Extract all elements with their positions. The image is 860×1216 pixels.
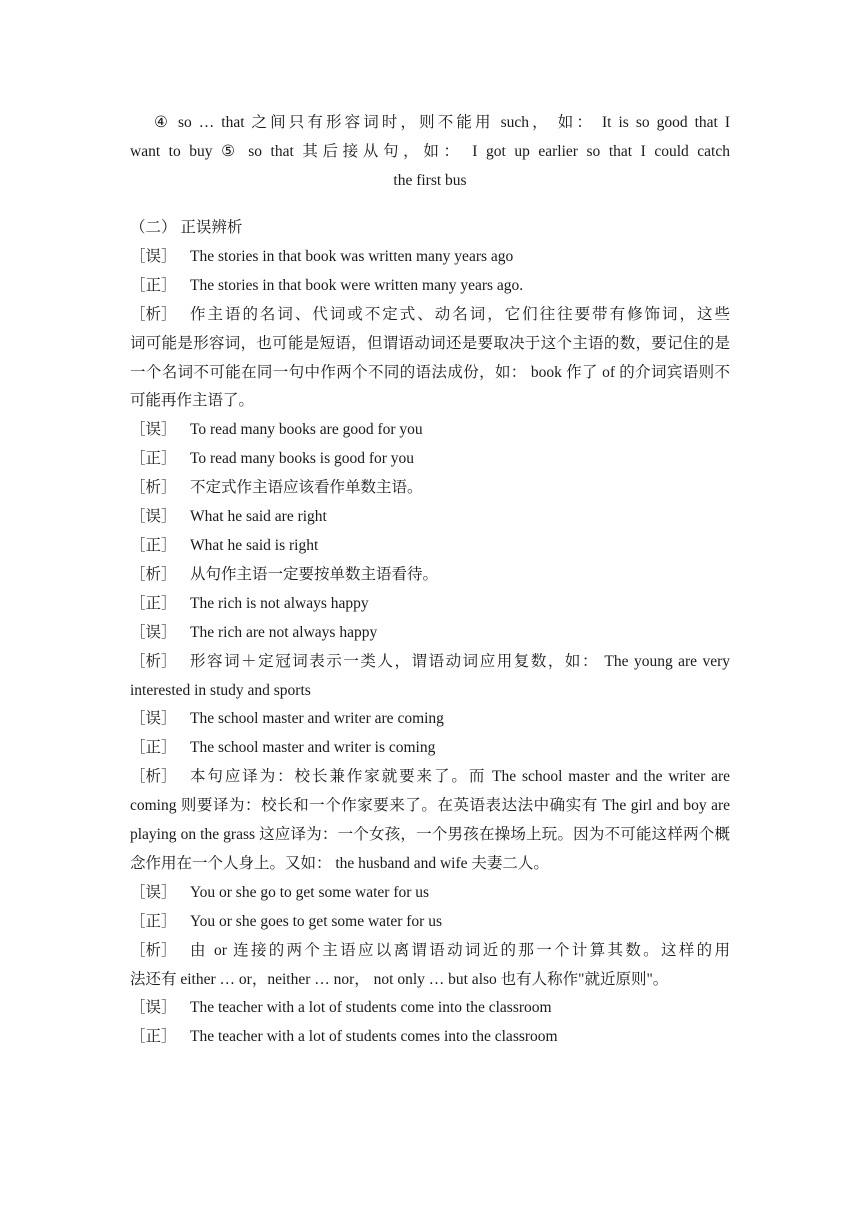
entry-row <box>130 561 730 590</box>
entry-text: What he said are right <box>190 508 327 526</box>
intro-line-1: ④ so … that 之间只有形容词时，则不能用 such， 如： It is so good that I <box>154 114 730 131</box>
entry-row <box>130 648 730 677</box>
entry-text: 从句作主语一定要按单数主语看待。 <box>190 565 439 583</box>
entry-tag: ［析］ <box>130 565 177 583</box>
entry-continuation: 词可能是形容词，也可能是短语，但谓语动词还是要取决于这个主语的数，要记住的是一个名词不可能在同一句中作两个不同的语法成份，如： book 作了 of 的介词宾语则不可能再作主语了。 <box>130 334 730 410</box>
entry-text: The rich are not always happy <box>190 623 378 641</box>
intro-notes <box>130 108 730 195</box>
entry-row <box>130 301 730 330</box>
entry-text: You or she go to get some water for us <box>190 883 430 901</box>
entry-text: The stories in that book was written many years ago <box>190 247 514 265</box>
entry-row <box>130 532 730 561</box>
entry-list <box>130 243 730 1052</box>
entry-text: 作主语的名词、代词或不定式、动名词，它们往往要带有修饰词，这些 <box>190 305 730 323</box>
entry-tag: ［误］ <box>130 247 177 265</box>
entry-tag: ［正］ <box>130 536 177 554</box>
entry-text: To read many books are good for you <box>190 421 423 439</box>
entry-tag: ［析］ <box>130 652 177 670</box>
entry-text: 本句应译为：校长兼作家就要来了。而 The school master and the writer are <box>190 768 730 786</box>
entry-row <box>130 908 730 937</box>
section-title: （二） 正误辨析 <box>130 219 243 236</box>
entry-row <box>130 763 730 792</box>
entry-continuation: interested in study and sports <box>130 681 311 699</box>
entry-tag: ［误］ <box>130 999 177 1017</box>
entry-tag: ［正］ <box>130 912 177 930</box>
entry-continuation: coming 则要译为：校长和一个作家要来了。在英语表达法中确实有 The girl and boy are playing on the grass 这应译为：一个女孩，一个男孩在操场上玩。因为不可能这样两个概念作用在一个人身上。又如： the husband and wife 夫妻二人。 <box>130 797 730 872</box>
entry-continuation: 法还有 either … or，neither … nor， not only … but also 也有人称作"就近原则"。 <box>130 970 669 988</box>
entry-row <box>130 272 730 301</box>
entry-tag: ［析］ <box>130 768 177 786</box>
entry-tag: ［误］ <box>130 508 177 526</box>
entry-text: To read many books is good for you <box>190 450 415 468</box>
entry-row <box>130 619 730 648</box>
entry-row <box>130 1023 730 1052</box>
entry-row <box>130 994 730 1023</box>
entry-tag: ［误］ <box>130 883 177 901</box>
entry-tag: ［误］ <box>130 710 177 728</box>
entry-row <box>130 937 730 966</box>
entry-tag: ［误］ <box>130 623 177 641</box>
entry-row <box>130 416 730 445</box>
entry-text: The rich is not always happy <box>190 594 369 612</box>
entry-text: The school master and writer is coming <box>190 739 436 757</box>
entry-tag: ［误］ <box>130 421 177 439</box>
entry-row <box>130 243 730 272</box>
entry-row <box>130 590 730 619</box>
entry-text: What he said is right <box>190 536 319 554</box>
entry-row <box>130 734 730 763</box>
entry-tag: ［析］ <box>130 305 177 323</box>
correction-section <box>130 214 730 1052</box>
entry-text: 不定式作主语应该看作单数主语。 <box>190 479 423 497</box>
entry-tag: ［正］ <box>130 450 177 468</box>
entry-row <box>130 879 730 908</box>
entry-text: The teacher with a lot of students come into the classroom <box>190 999 552 1017</box>
intro-line-2: want to buy ⑤ so that 其后接从句，如： I got up earlier so that I could catch <box>130 143 730 160</box>
entry-text: 由 or 连接的两个主语应以离谓语动词近的那一个计算其数。这样的用 <box>190 941 730 959</box>
entry-row <box>130 503 730 532</box>
intro-line-3: the first bus <box>393 172 467 189</box>
entry-text: The school master and writer are coming <box>190 710 444 728</box>
entry-tag: ［正］ <box>130 594 177 612</box>
entry-tag: ［析］ <box>130 941 177 959</box>
entry-tag: ［正］ <box>130 276 177 294</box>
entry-text: You or she goes to get some water for us <box>190 912 442 930</box>
entry-text: The stories in that book were written many years ago. <box>190 276 524 294</box>
entry-tag: ［析］ <box>130 479 177 497</box>
entry-tag: ［正］ <box>130 739 177 757</box>
entry-row <box>130 474 730 503</box>
entry-row <box>130 705 730 734</box>
entry-tag: ［正］ <box>130 1028 177 1046</box>
entry-row <box>130 445 730 474</box>
entry-text: 形容词＋定冠词表示一类人，谓语动词应用复数，如： The young are very <box>190 652 730 670</box>
entry-text: The teacher with a lot of students comes into the classroom <box>190 1028 558 1046</box>
